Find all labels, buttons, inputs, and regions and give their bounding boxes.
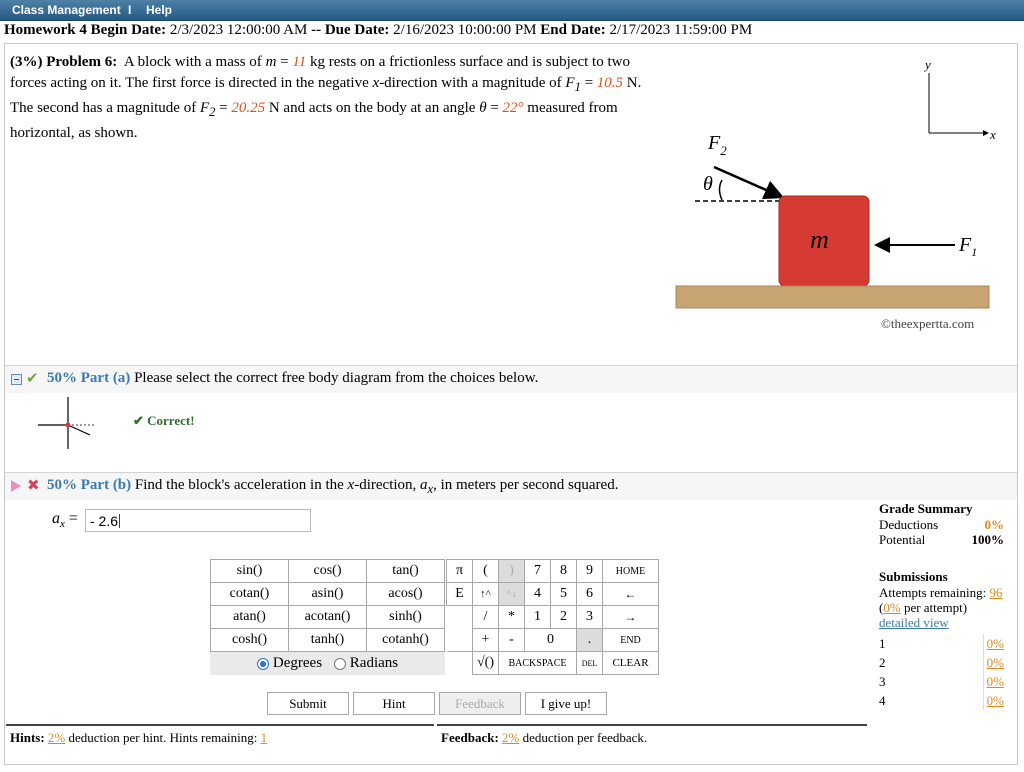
function-keypad [210, 559, 445, 652]
text-cursor [119, 514, 120, 528]
key-right-arrow[interactable]: → [603, 606, 659, 629]
free-body-diagram-thumbnail[interactable] [30, 393, 100, 453]
per-attempt-deduction: 0% [883, 600, 901, 615]
degrees-label: Degrees [272, 655, 323, 671]
correct-check-icon: ✔ [26, 371, 39, 387]
deductions-value: 0% [984, 517, 1004, 532]
equals-sign-4: = [490, 100, 499, 116]
problem-text-4: N. The second has a magnitude of [10, 75, 642, 116]
problem-text-1: A block with a mass of [123, 54, 262, 70]
due-date-label: Due Date: [324, 22, 390, 38]
problem-weight: (3%) [10, 54, 43, 70]
key-left-paren[interactable]: ( [473, 560, 499, 583]
submission-number: 3 [879, 674, 886, 689]
key-home[interactable]: HOME [603, 560, 659, 583]
key-cotan[interactable]: cotan() [211, 583, 289, 606]
give-up-button[interactable]: I give up! [525, 692, 607, 715]
menu-class-management[interactable]: Class Management [12, 3, 121, 17]
figure-credit: ©theexpertta.com [881, 316, 975, 331]
f1-figure-label: $F_1$ [959, 234, 978, 259]
problem-figure [670, 55, 1010, 315]
part-a-label: Part (a) [80, 370, 131, 386]
potential-value: 100% [971, 532, 1004, 547]
per-attempt-text: per attempt) [903, 600, 968, 615]
feedback-box [437, 724, 867, 764]
per-attempt-open: ( [879, 600, 884, 615]
submission-score: 0% [983, 653, 1004, 672]
equals-sign-2: = [584, 75, 594, 91]
axis-x-label: x [990, 127, 996, 142]
theta-symbol: θ [479, 100, 487, 116]
part-a-correct-status: ✔ Correct! [133, 413, 195, 428]
f2-arrow [714, 167, 782, 197]
part-b-question-2: -direction, [354, 477, 417, 493]
attempts-label: Attempts remaining: [879, 585, 987, 600]
submission-score: 0% [983, 634, 1004, 653]
due-date: 2/16/2023 10:00:00 PM [393, 22, 537, 38]
part-b-header [5, 472, 1017, 500]
key-6[interactable]: 6 [577, 583, 603, 606]
axis-y-label: y [925, 57, 931, 72]
angle-value: 22° [502, 100, 524, 116]
feedback-button[interactable]: Feedback [439, 692, 521, 715]
grade-summary-title: Grade Summary [879, 501, 973, 516]
dates-separator: -- [311, 22, 322, 38]
key-acotan[interactable]: acotan() [289, 606, 367, 629]
key-9[interactable]: 9 [577, 560, 603, 583]
problem-text-3: -direction with a magnitude of [379, 75, 562, 91]
f2-symbol: $F_2$ [199, 100, 216, 119]
key-plus[interactable]: + [473, 629, 499, 652]
mass-block-label: m [810, 225, 829, 254]
submit-button[interactable]: Submit [267, 692, 349, 715]
feedback-deduction: 2% [502, 730, 520, 745]
answer-value: - 2.6 [90, 513, 119, 529]
key-clear[interactable]: CLEAR [603, 652, 659, 675]
hints-deduction: 2% [47, 730, 66, 745]
key-multiply[interactable]: * [499, 606, 525, 629]
part-a-question: Please select the correct free body diagram from the choices below. [134, 370, 539, 386]
key-1[interactable]: 1 [525, 606, 551, 629]
ax-symbol: $a_x$ [420, 477, 434, 496]
angle-arc [720, 180, 723, 200]
answer-label: $a_x$ = [52, 510, 78, 531]
problem-label: Problem 6: [46, 54, 118, 70]
key-pi[interactable]: π [447, 560, 473, 583]
begin-date-label: Begin Date: [90, 22, 167, 38]
menu-help[interactable]: Help [146, 3, 173, 17]
angle-mode-selector [210, 652, 445, 675]
fbd-center [66, 423, 71, 428]
grade-summary [879, 501, 1004, 710]
key-tan[interactable]: tan() [367, 560, 445, 583]
key-minus[interactable]: - [499, 629, 525, 652]
degrees-radio[interactable] [257, 658, 269, 670]
equals-sign: = [280, 54, 289, 70]
hint-button[interactable]: Hint [353, 692, 435, 715]
key-asin[interactable]: asin() [289, 583, 367, 606]
homework-title: Homework 4 [4, 22, 87, 38]
key-e[interactable]: E [447, 583, 473, 606]
incorrect-x-icon: ✖ [27, 478, 40, 494]
key-end[interactable]: END [603, 629, 659, 652]
problem-statement [10, 52, 650, 144]
submission-score: 0% [983, 691, 1004, 710]
f2-value: 20.25 [231, 100, 266, 116]
key-del[interactable]: DEL [577, 652, 603, 675]
part-b-x-symbol: x [347, 477, 355, 493]
key-backspace[interactable]: BACKSPACE [499, 652, 577, 675]
f1-symbol: $F_1$ [565, 75, 581, 94]
answer-input[interactable] [85, 509, 311, 532]
part-b-question-3: , in meters per second squared. [433, 477, 619, 493]
radians-radio[interactable] [334, 658, 346, 670]
problem-text-2: kg rests on a frictionless surface and is subject to two forces acting on it. The first force is directed in the negative [10, 54, 630, 91]
attempts-remaining: 96 [989, 585, 1003, 600]
key-2[interactable]: 2 [551, 606, 577, 629]
fbd-angled-arrow [68, 425, 90, 435]
end-date-label: End Date: [540, 22, 606, 38]
mass-symbol: m [265, 54, 277, 70]
part-b-percent: 50% [47, 477, 77, 493]
ground-surface [676, 286, 989, 308]
numeric-keypad [446, 559, 659, 675]
hints-text: deduction per hint. Hints remaining: [68, 730, 258, 745]
top-menu-bar [0, 0, 1024, 21]
submission-score: 0% [983, 672, 1004, 691]
detailed-view-link[interactable]: detailed view [879, 615, 949, 630]
key-acos[interactable]: acos() [367, 583, 445, 606]
collapse-icon[interactable] [11, 374, 22, 385]
key-atan[interactable]: atan() [211, 606, 289, 629]
problem-text-6: measured from horizontal, as shown. [10, 100, 618, 141]
hints-label: Hints: [10, 730, 45, 745]
problem-text-5: N and acts on the body at an angle [268, 100, 476, 116]
equals-sign-3: = [219, 100, 228, 116]
key-5[interactable]: 5 [551, 583, 577, 606]
radians-label: Radians [349, 655, 399, 671]
hints-remaining: 1 [260, 730, 268, 745]
submission-number: 4 [879, 693, 886, 708]
key-tanh[interactable]: tanh() [289, 629, 367, 652]
submission-number: 2 [879, 655, 886, 670]
key-7[interactable]: 7 [525, 560, 551, 583]
key-sqrt[interactable]: √() [473, 652, 499, 675]
key-cotanh[interactable]: cotanh() [367, 629, 445, 652]
hints-box [6, 724, 434, 764]
feedback-label: Feedback: [441, 730, 499, 745]
feedback-text: deduction per feedback. [522, 730, 648, 745]
part-b-label: Part (b) [80, 477, 132, 493]
part-a-header [5, 365, 1017, 393]
key-dot[interactable]: . [577, 629, 603, 652]
deductions-label: Deductions [879, 517, 939, 532]
key-cos[interactable]: cos() [289, 560, 367, 583]
key-4[interactable]: 4 [525, 583, 551, 606]
theta-figure-label: θ [703, 173, 713, 195]
f1-value: 10.5 [596, 75, 624, 91]
part-b-question-1: Find the block's acceleration in the [134, 477, 344, 493]
end-date: 2/17/2023 11:59:00 PM [609, 22, 753, 38]
key-sin[interactable]: sin() [211, 560, 289, 583]
begin-date: 2/3/2023 12:00:00 AM [169, 22, 308, 38]
f2-figure-label: $F_2$ [708, 132, 727, 158]
submissions-title: Submissions [879, 569, 948, 584]
mass-value: 11 [292, 54, 307, 70]
part-a-percent: 50% [47, 370, 77, 386]
key-up[interactable]: ↑^ [473, 583, 499, 606]
key-sinh[interactable]: sinh() [367, 606, 445, 629]
homework-dates-line [4, 22, 752, 39]
key-3[interactable]: 3 [577, 606, 603, 629]
key-divide[interactable]: / [473, 606, 499, 629]
key-right-paren[interactable]: ) [499, 560, 525, 583]
menu-separator: I [128, 3, 132, 17]
key-0[interactable]: 0 [525, 629, 577, 652]
x-direction-symbol: x [372, 75, 380, 91]
key-8[interactable]: 8 [551, 560, 577, 583]
play-arrow-icon[interactable] [11, 480, 21, 492]
key-cosh[interactable]: cosh() [211, 629, 289, 652]
submission-number: 1 [879, 636, 886, 651]
potential-label: Potential [879, 532, 926, 547]
key-down[interactable]: ^↓ [499, 583, 525, 606]
key-left-arrow[interactable]: ← [603, 583, 659, 606]
